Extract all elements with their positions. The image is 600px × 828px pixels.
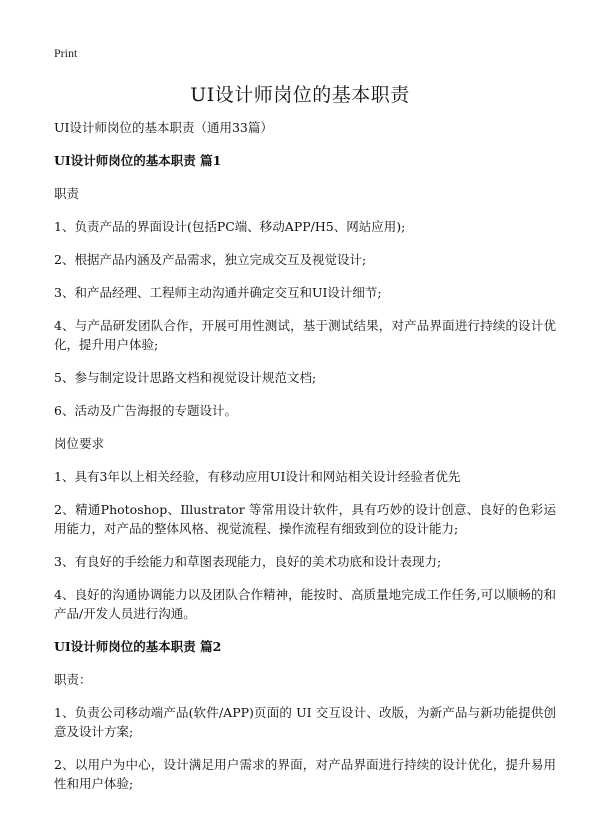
section-1-duties-label: 职责 [54,186,80,201]
section-1-duty-item: 2、根据产品内涵及产品需求，独立完成交互及视觉设计; [54,252,367,267]
section-1-duty-item: 3、和产品经理、工程师主动沟通并确定交互和UI设计细节; [54,285,382,300]
document-title: UI设计师岗位的基本职责 [190,84,410,106]
section-1-duty-item: 1、负责产品的界面设计(包括PC端、移动APP/H5、网站应用); [54,219,406,234]
section-2-duty-item: 2、以用户为中心，设计满足用户需求的界面，对产品界面进行持续的设计优化，提升易用性和用户体验; [54,757,556,791]
section-1-duty-item: 6、活动及广告海报的专题设计。 [54,403,237,418]
section-2-heading: UI设计师岗位的基本职责 篇2 [54,639,222,654]
section-1-requirement-item: 2、精通Photoshop、Illustrator 等常用设计软件，具有巧妙的设计创意、良好的色彩运用能力，对产品的整体风格、视觉流程、操作流程有细致到位的设计能力; [54,502,556,536]
section-1-requirement-item: 3、有良好的手绘能力和草图表现能力，良好的美术功底和设计表现力; [54,554,442,569]
section-1-heading: UI设计师岗位的基本职责 篇1 [54,153,222,168]
print-label: Print [54,46,78,60]
section-1-requirements-label: 岗位要求 [54,436,105,451]
section-1-requirement-item: 1、具有3年以上相关经验，有移动应用UI设计和网站相关设计经验者优先 [54,469,461,484]
section-1-duty-item: 4、与产品研发团队合作，开展可用性测试，基于测试结果，对产品界面进行持续的设计优化，提升用户体验; [54,318,556,352]
section-1-requirement-item: 4、良好的沟通协调能力以及团队合作精神，能按时、高质量地完成工作任务,可以顺畅的和产品/开发人员进行沟通。 [54,587,556,621]
intro-line: UI设计师岗位的基本职责（通用33篇） [54,120,273,135]
section-1-duty-item: 5、参与制定设计思路文档和视觉设计规范文档; [54,370,317,385]
document-body [54,118,556,807]
section-2-duties-label: 职责： [54,672,92,687]
section-2-duty-item: 1、负责公司移动端产品(软件/APP)页面的 UI 交互设计、改版，为新产品与新功能提供创意及设计方案; [54,705,556,739]
